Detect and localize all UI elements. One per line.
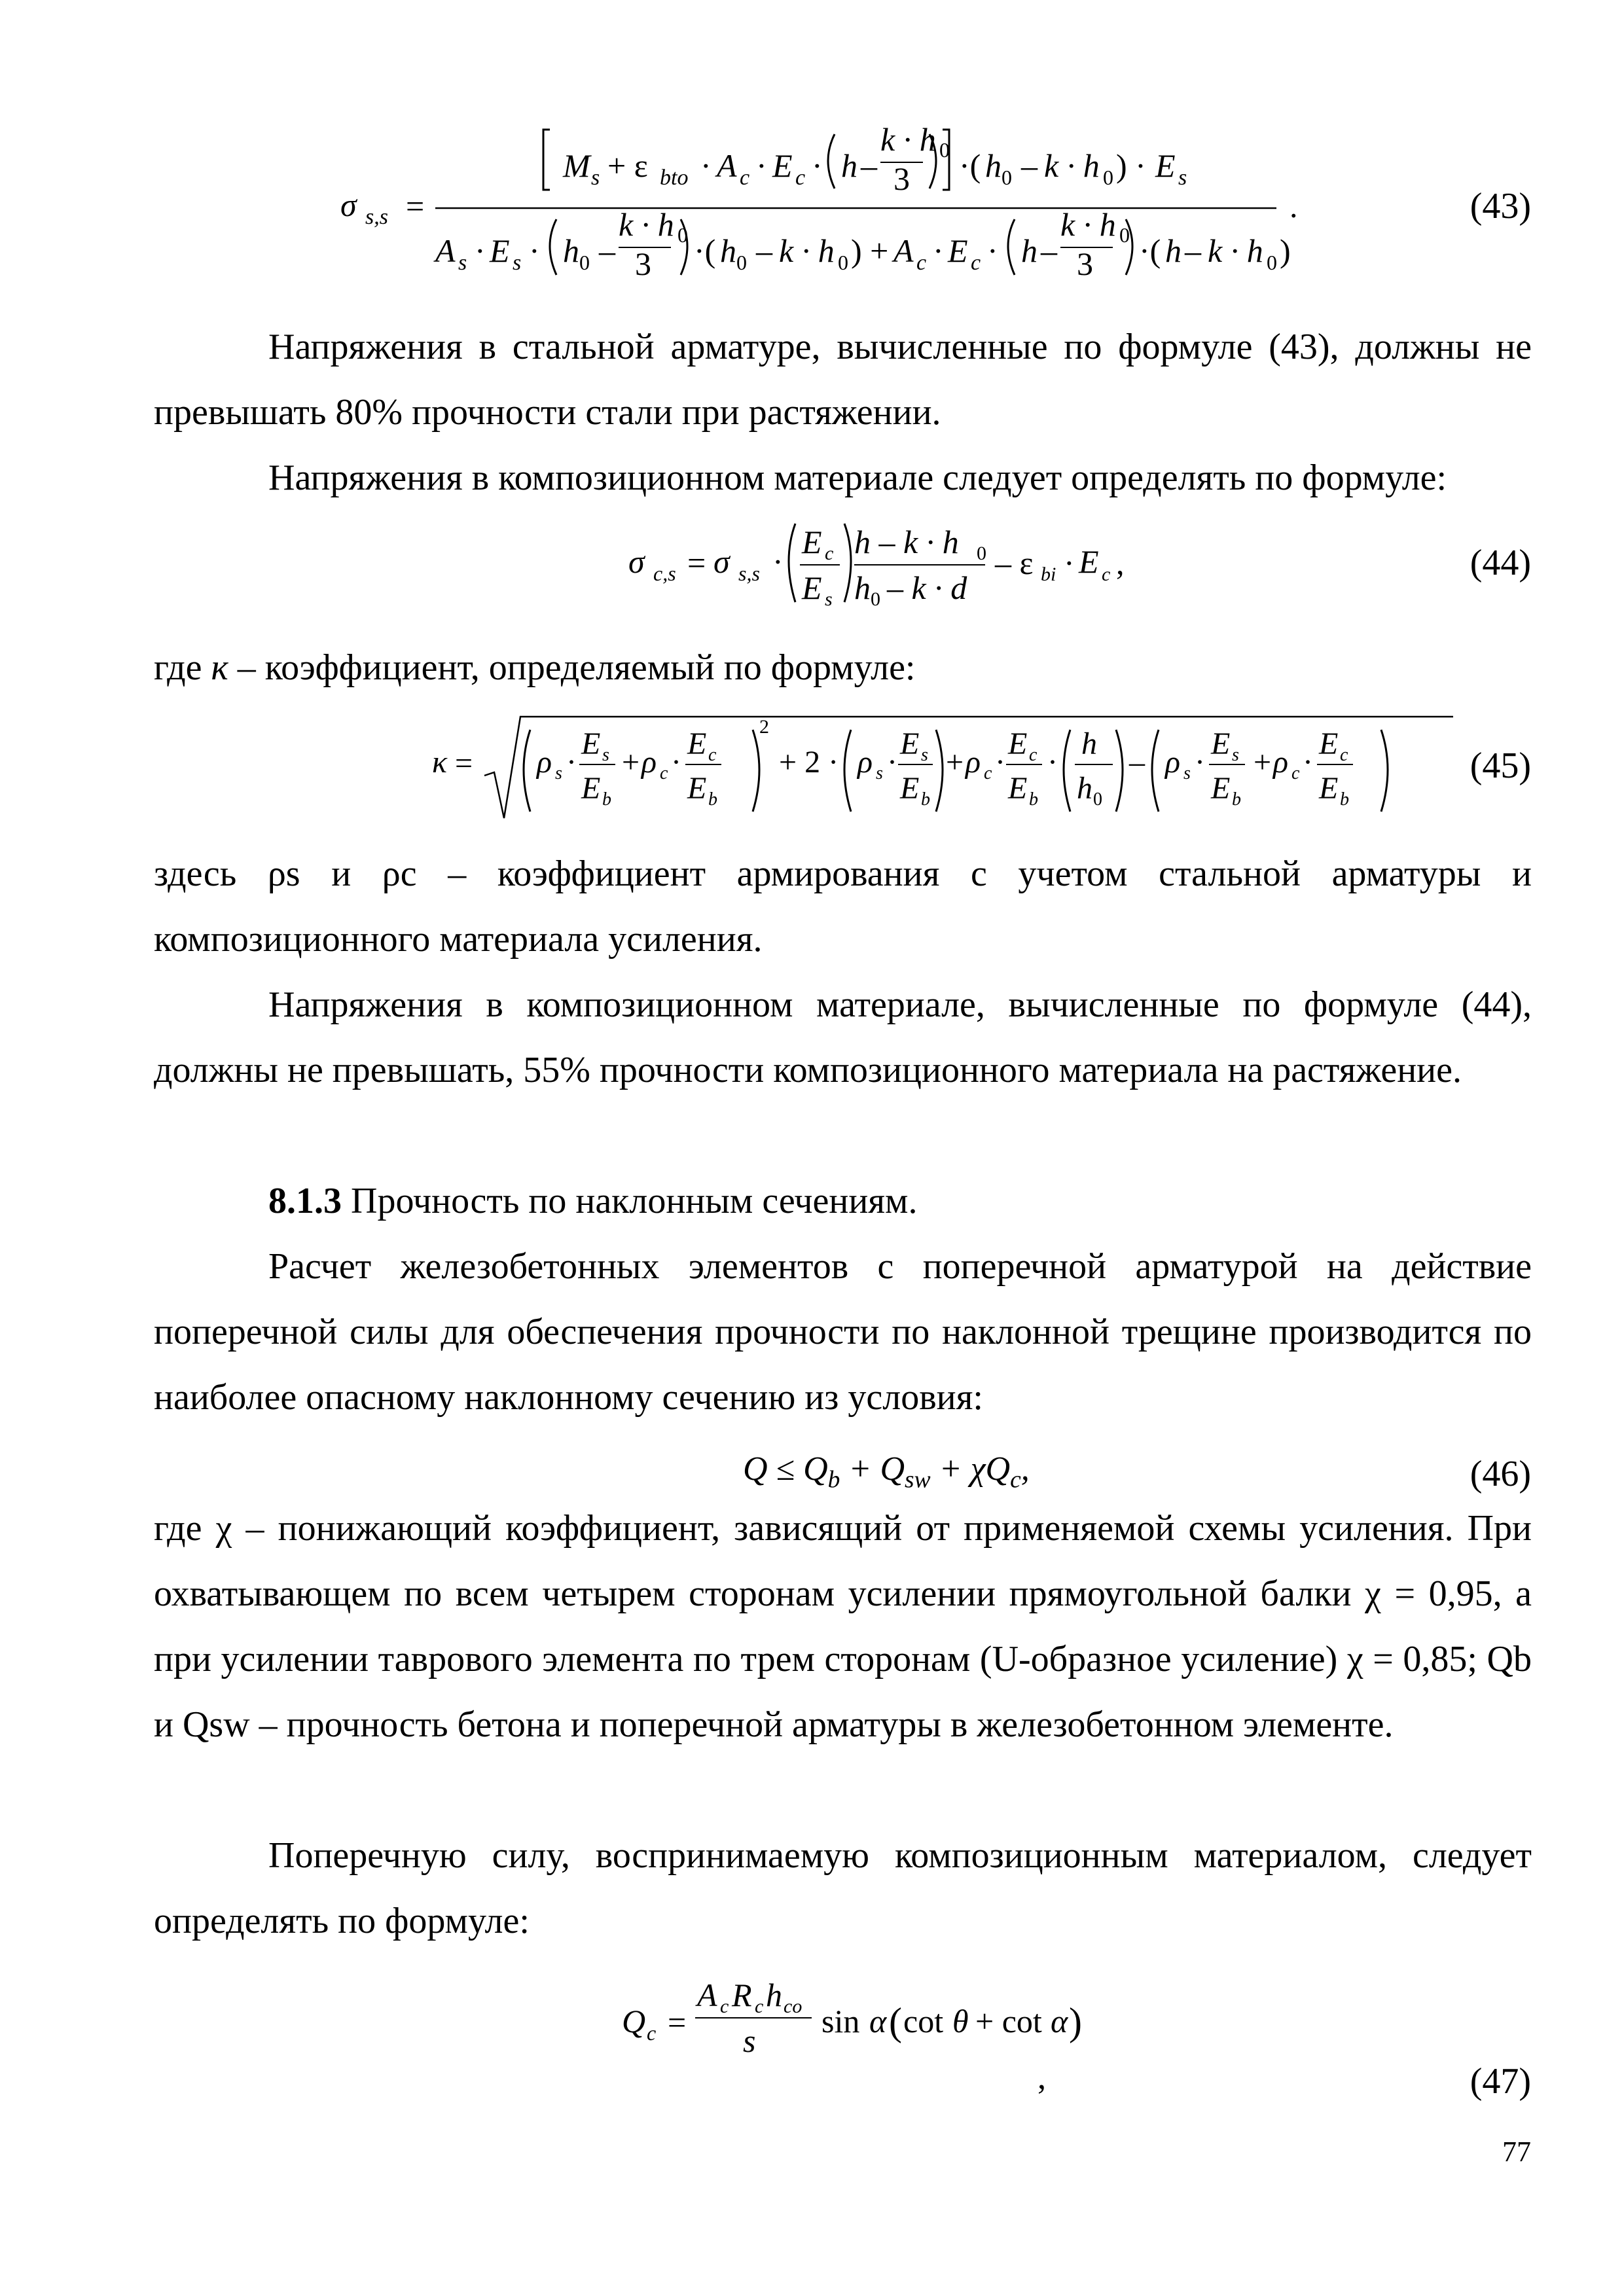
svg-text:A: A [435, 232, 456, 269]
svg-text:,: , [1116, 545, 1125, 581]
svg-text:Q: Q [622, 2003, 646, 2039]
svg-text:E: E [581, 726, 601, 761]
svg-text:k · h: k · h [1044, 147, 1100, 184]
svg-text:·: · [756, 147, 767, 184]
equation-number-46: (46) [1470, 1454, 1531, 1494]
svg-text:A: A [697, 1977, 717, 2013]
paragraph-composite-limit: Напряжения в композиционном материале, вычисленные по формуле (44), должны не превышать, 55% прочности композиционного материала на растяжение. [154, 984, 1532, 1090]
svg-text:c: c [916, 251, 927, 275]
svg-text:–: – [1021, 147, 1038, 184]
svg-text:E: E [1008, 726, 1028, 761]
svg-text:E: E [1319, 771, 1339, 806]
svg-text:s: s [743, 2022, 756, 2059]
k-text: – коэффициент, определяемый по формуле: [228, 647, 916, 688]
svg-text:k · h: k · h [1208, 232, 1263, 269]
svg-text:h: h [1021, 232, 1038, 269]
paragraph-inclined-section: Расчет железобетонных элементов с поперечной арматурой на действие поперечной силы для обеспечения прочности по наклонной трещине производится по наиболее опасному наклонному сечению из условия: [154, 1246, 1532, 1418]
svg-text:E: E [900, 726, 920, 761]
svg-text:s: s [921, 745, 928, 765]
svg-text:s: s [591, 166, 600, 190]
paragraph-rho-definition: здесь ρs и ρc – коэффициент армирования с учетом стальной арматуры и композиционного материала усиления. [154, 853, 1532, 960]
svg-text:b: b [921, 789, 930, 810]
svg-text:– ε: – ε [995, 545, 1034, 581]
svg-text:s: s [1178, 166, 1187, 190]
svg-text:A: A [893, 232, 914, 269]
svg-text:s: s [458, 251, 467, 275]
svg-text:ρ: ρ [1273, 745, 1289, 780]
svg-text:·: · [772, 543, 784, 580]
section-heading [154, 1168, 1532, 1234]
svg-text:c: c [647, 2021, 657, 2045]
svg-text:c: c [740, 166, 750, 190]
svg-text:b: b [1340, 789, 1349, 810]
svg-text:ρ: ρ [537, 745, 552, 780]
svg-text:s: s [825, 588, 833, 610]
svg-text:k · h: k · h [880, 121, 936, 158]
svg-text:+: + [946, 745, 964, 780]
k-prefix: где [154, 647, 211, 688]
svg-text:h: h [766, 1977, 782, 2013]
svg-text:·: · [933, 232, 944, 269]
svg-text:c: c [825, 543, 834, 564]
svg-text:s: s [1183, 763, 1191, 783]
svg-text:c,s: c,s [653, 562, 676, 585]
section-title: Прочность по наклонным сечениям. [342, 1181, 918, 1221]
svg-text:h: h [720, 232, 736, 269]
svg-text:E: E [948, 232, 968, 269]
svg-text:s,s: s,s [365, 205, 388, 229]
svg-text:ρ: ρ [965, 745, 981, 780]
svg-text:+: + [622, 745, 640, 780]
svg-text:=: = [668, 2004, 687, 2041]
svg-text:sin: sin [821, 2003, 860, 2039]
svg-text:h: h [854, 569, 871, 606]
svg-text:s: s [555, 763, 562, 783]
svg-text:=: = [455, 746, 473, 781]
svg-text:E: E [1008, 771, 1028, 806]
svg-text:h: h [985, 147, 1001, 184]
svg-text:·: · [1195, 745, 1205, 780]
svg-text:E: E [687, 771, 707, 806]
svg-text:c: c [755, 1996, 764, 2017]
svg-text:·: · [887, 745, 897, 780]
svg-text:k · h: k · h [619, 206, 674, 243]
svg-text:·: · [995, 745, 1005, 780]
svg-text:+ ε: + ε [607, 147, 648, 184]
svg-text:E: E [900, 771, 920, 806]
paragraph-chi-definition: где χ – понижающий коэффициент, зависящий от применяемой схемы усиления. При охватывающем по всем четырем сторонам усилении прямоугольной балки χ = 0,95, а при усилении таврового элемента по трем сторонам (U-образное усиление) χ = 0,85; Qb и Qsw – прочность бетона и поперечной арматуры в железобетонном элементе. [154, 1508, 1532, 1745]
svg-text:c: c [708, 745, 717, 765]
svg-text:h: h [841, 147, 857, 184]
svg-text:0: 0 [1103, 166, 1113, 189]
svg-text:h – k · h: h – k · h [854, 524, 959, 560]
svg-text:+ cot: + cot [975, 2003, 1042, 2039]
svg-text:A: A [717, 147, 737, 184]
svg-text:·: · [475, 232, 486, 269]
svg-text:0: 0 [838, 251, 848, 274]
svg-text:h: h [1081, 726, 1097, 761]
svg-text:c: c [1340, 745, 1348, 765]
svg-text:h: h [1165, 232, 1182, 269]
svg-text:·: · [1303, 745, 1313, 780]
svg-text:·: · [700, 147, 712, 184]
svg-text:α: α [1051, 2003, 1068, 2039]
svg-text:0: 0 [871, 588, 880, 610]
svg-text:c: c [984, 763, 992, 783]
svg-text:·: · [1047, 745, 1058, 780]
paragraph-shear-force: Поперечную силу, воспринимаемую композиционным материалом, следует определять по формуле: [154, 1835, 1532, 1941]
equation-number-45: (45) [1470, 745, 1531, 786]
svg-text:c: c [795, 166, 806, 190]
svg-text:0: 0 [579, 251, 590, 274]
svg-text:–: – [1185, 232, 1201, 269]
equation-46: $Q \le Q_b + Q_{sw} + \chi Q_c$, [743, 1450, 1030, 1494]
svg-text:σ: σ [340, 187, 357, 223]
svg-text:s,s: s,s [738, 562, 760, 585]
svg-text:h: h [563, 232, 579, 269]
svg-text:cot: cot [903, 2003, 944, 2039]
svg-text:0: 0 [1267, 251, 1277, 274]
svg-text:0: 0 [1001, 166, 1012, 189]
equation-45 [432, 707, 1453, 825]
svg-text:c: c [971, 251, 981, 275]
k-symbol: к [211, 647, 228, 688]
section-number: 8.1.3 [268, 1181, 342, 1221]
svg-text:3: 3 [635, 245, 651, 282]
equation-number-44: (44) [1470, 543, 1531, 583]
svg-text:E: E [1155, 147, 1176, 184]
equation-number-47: (47) [1470, 2061, 1531, 2102]
svg-text:·: · [1064, 545, 1075, 581]
svg-text:·(: ·( [959, 147, 981, 184]
svg-text:c: c [720, 1996, 729, 2017]
equation-43 [340, 111, 1362, 295]
svg-text:): ) [1280, 232, 1291, 269]
svg-text:E: E [490, 232, 510, 269]
svg-text:·: · [671, 745, 681, 780]
svg-text:E: E [1319, 726, 1339, 761]
svg-text:E: E [1079, 543, 1099, 580]
svg-text:co: co [784, 1996, 803, 2017]
svg-text:E: E [1211, 771, 1231, 806]
svg-text:–: – [1041, 232, 1057, 269]
svg-text:s: s [876, 763, 883, 783]
svg-text:k · h: k · h [779, 232, 835, 269]
equation-47 [622, 1967, 1080, 2078]
equation-47-comma: , [1038, 2059, 1046, 2096]
svg-text:E: E [802, 569, 822, 606]
svg-text:–: – [1129, 745, 1145, 780]
svg-text:·(: ·( [1139, 232, 1161, 269]
svg-text:E: E [802, 524, 822, 560]
svg-text:+ 2 ·: + 2 · [779, 745, 839, 780]
svg-text:κ: κ [432, 745, 448, 780]
svg-text:α: α [869, 2003, 887, 2039]
svg-text:c: c [660, 763, 668, 783]
svg-text:– k · d: – k · d [887, 569, 967, 606]
svg-text:=: = [406, 188, 425, 224]
svg-text:b: b [1029, 789, 1038, 810]
svg-text:·(: ·( [694, 232, 716, 269]
svg-text:·: · [987, 232, 998, 269]
svg-text:s: s [1232, 745, 1239, 765]
svg-text:b: b [708, 789, 717, 810]
svg-text:–: – [599, 232, 615, 269]
svg-text:·: · [529, 232, 540, 269]
svg-text:k · h: k · h [1060, 206, 1116, 243]
svg-text:ρ: ρ [1165, 745, 1181, 780]
svg-text:σ: σ [713, 543, 730, 580]
paragraph-steel-stress: Напряжения в стальной арматуре, вычисленные по формуле (43), должны не превышать 80% прочности стали при растяжении. [154, 327, 1532, 433]
equation-44 [628, 517, 1126, 622]
svg-text:E: E [1211, 726, 1231, 761]
svg-text:ρ: ρ [641, 745, 657, 780]
svg-text:c: c [1291, 763, 1300, 783]
svg-text:) +: ) + [851, 232, 889, 269]
svg-text:E: E [687, 726, 707, 761]
svg-text:0: 0 [1093, 789, 1102, 810]
svg-text:0: 0 [736, 251, 747, 274]
svg-text:R: R [732, 1977, 752, 2013]
svg-text:): ) [1069, 2000, 1082, 2043]
svg-text:3: 3 [893, 160, 910, 197]
svg-text:0: 0 [939, 138, 950, 162]
equation-number-43: (43) [1470, 186, 1531, 226]
svg-text:c: c [1029, 745, 1038, 765]
svg-text:·: · [812, 147, 823, 184]
svg-text:s: s [513, 251, 522, 275]
svg-text:0: 0 [977, 543, 986, 564]
svg-text:bto: bto [660, 166, 689, 190]
svg-text:2: 2 [759, 716, 769, 738]
eq46-text: Q ≤ Q [743, 1450, 828, 1488]
svg-text:–: – [756, 232, 772, 269]
paragraph-k-definition [154, 635, 1532, 700]
svg-text:) ·: ) · [1116, 147, 1146, 184]
svg-text:·: · [566, 745, 577, 780]
svg-text:.: . [1290, 188, 1298, 224]
svg-text:M: M [563, 147, 590, 184]
svg-text:bi: bi [1041, 564, 1056, 585]
svg-text:θ: θ [952, 2003, 969, 2039]
svg-text:ρ: ρ [857, 745, 873, 780]
svg-text:c: c [1102, 564, 1111, 585]
svg-text:=: = [687, 545, 706, 581]
svg-text:b: b [1232, 789, 1241, 810]
svg-text:–: – [861, 147, 877, 184]
svg-text:3: 3 [1077, 245, 1093, 282]
svg-text:+: + [1254, 745, 1272, 780]
svg-text:h: h [1077, 771, 1092, 806]
svg-text:0: 0 [1119, 223, 1130, 247]
svg-text:E: E [772, 147, 793, 184]
svg-text:E: E [581, 771, 601, 806]
svg-text:σ: σ [628, 543, 645, 580]
svg-text:0: 0 [677, 223, 688, 247]
paragraph-composite-intro: Напряжения в композиционном материале следует определять по формуле: [268, 457, 1447, 498]
page-number: 77 [1502, 2136, 1531, 2168]
svg-text:s: s [602, 745, 609, 765]
svg-text:(: ( [889, 2000, 902, 2043]
svg-text:b: b [602, 789, 611, 810]
